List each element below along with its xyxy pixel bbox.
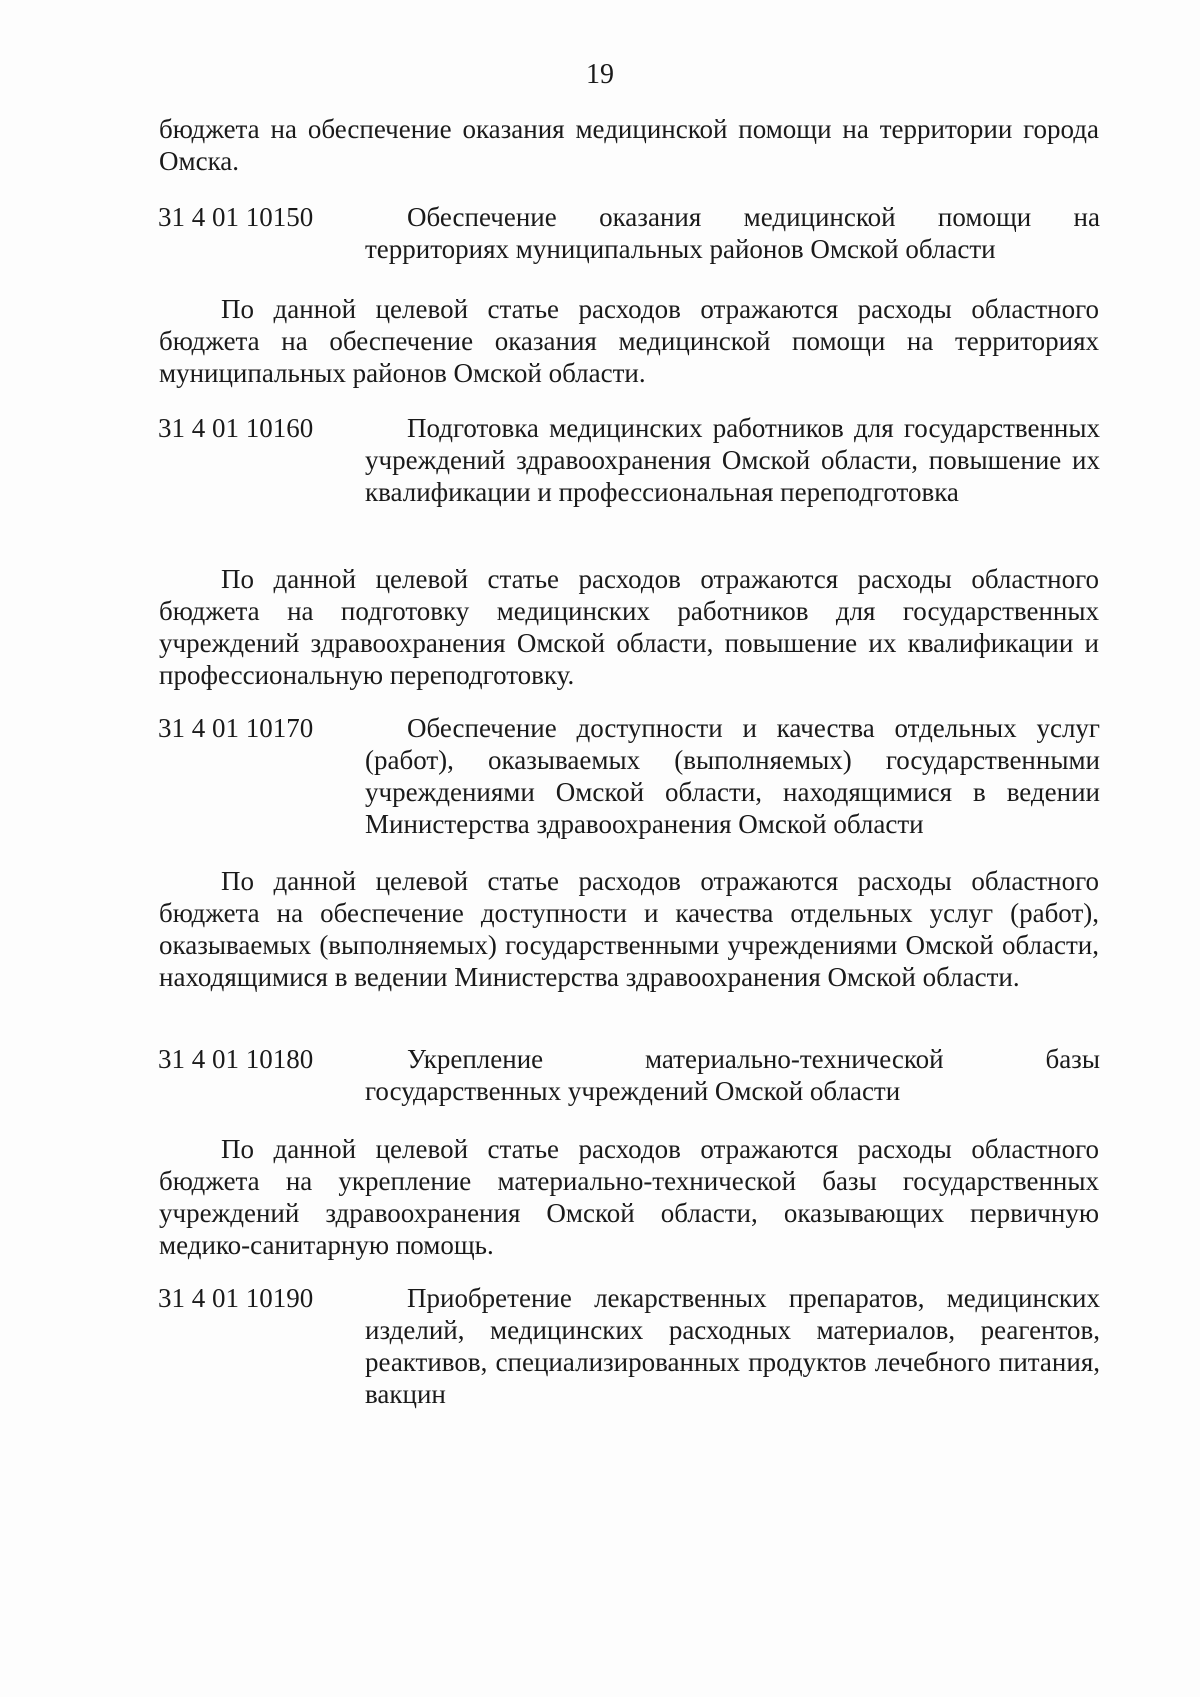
entry-description-4: По данной целевой статье расходов отражаются расходы областного бюджета на укрепление материально-технической базы государственных учреждений здравоохранения Омской области, оказывающих первичную медико-санитарную помощь.: [159, 1134, 1099, 1260]
entry-description-1: По данной целевой статье расходов отражаются расходы областного бюджета на обеспечение оказания медицинской помощи на территориях муниципальных районов Омской области.: [159, 294, 1099, 388]
entry-description-3: По данной целевой статье расходов отражаются расходы областного бюджета на обеспечение доступности и качества отдельных услуг (работ), оказываемых (выполняемых) государственными учреждениями Омской области, находящимися в ведении Министерства здравоохранения Омской области.: [159, 866, 1099, 992]
entry-title-3: Обеспечение доступности и качества отдельных услуг (работ), оказываемых (выполняемых) государственными учреждениями Омской области, находящимися в ведении Министерства здравоохранения Омской области: [365, 713, 1100, 839]
entry-title-4: Укрепление материально-технической базы государственных учреждений Омской области: [365, 1044, 1100, 1106]
budget-code-1: 31 4 01 10150: [158, 202, 314, 232]
budget-code-2: 31 4 01 10160: [158, 413, 314, 443]
page-number: 19: [586, 59, 614, 90]
entry-title-1: Обеспечение оказания медицинской помощи на территориях муниципальных районов Омской области: [365, 202, 1100, 264]
entry-title-5: Приобретение лекарственных препаратов, медицинских изделий, медицинских расходных материалов, реагентов, реактивов, специализированных продуктов лечебного питания, вакцин: [365, 1283, 1100, 1409]
budget-code-5: 31 4 01 10190: [158, 1283, 314, 1313]
entry-description-2: По данной целевой статье расходов отражаются расходы областного бюджета на подготовку медицинских работников для государственных учреждений здравоохранения Омской области, повышение их квалификации и профессиональную переподготовку.: [159, 564, 1099, 690]
budget-code-3: 31 4 01 10170: [158, 713, 314, 743]
entry-title-2: Подготовка медицинских работников для государственных учреждений здравоохранения Омской области, повышение их квалификации и профессиональная переподготовка: [365, 413, 1100, 507]
intro-paragraph: бюджета на обеспечение оказания медицинской помощи на территории города Омска.: [159, 114, 1099, 176]
budget-code-4: 31 4 01 10180: [158, 1044, 314, 1074]
